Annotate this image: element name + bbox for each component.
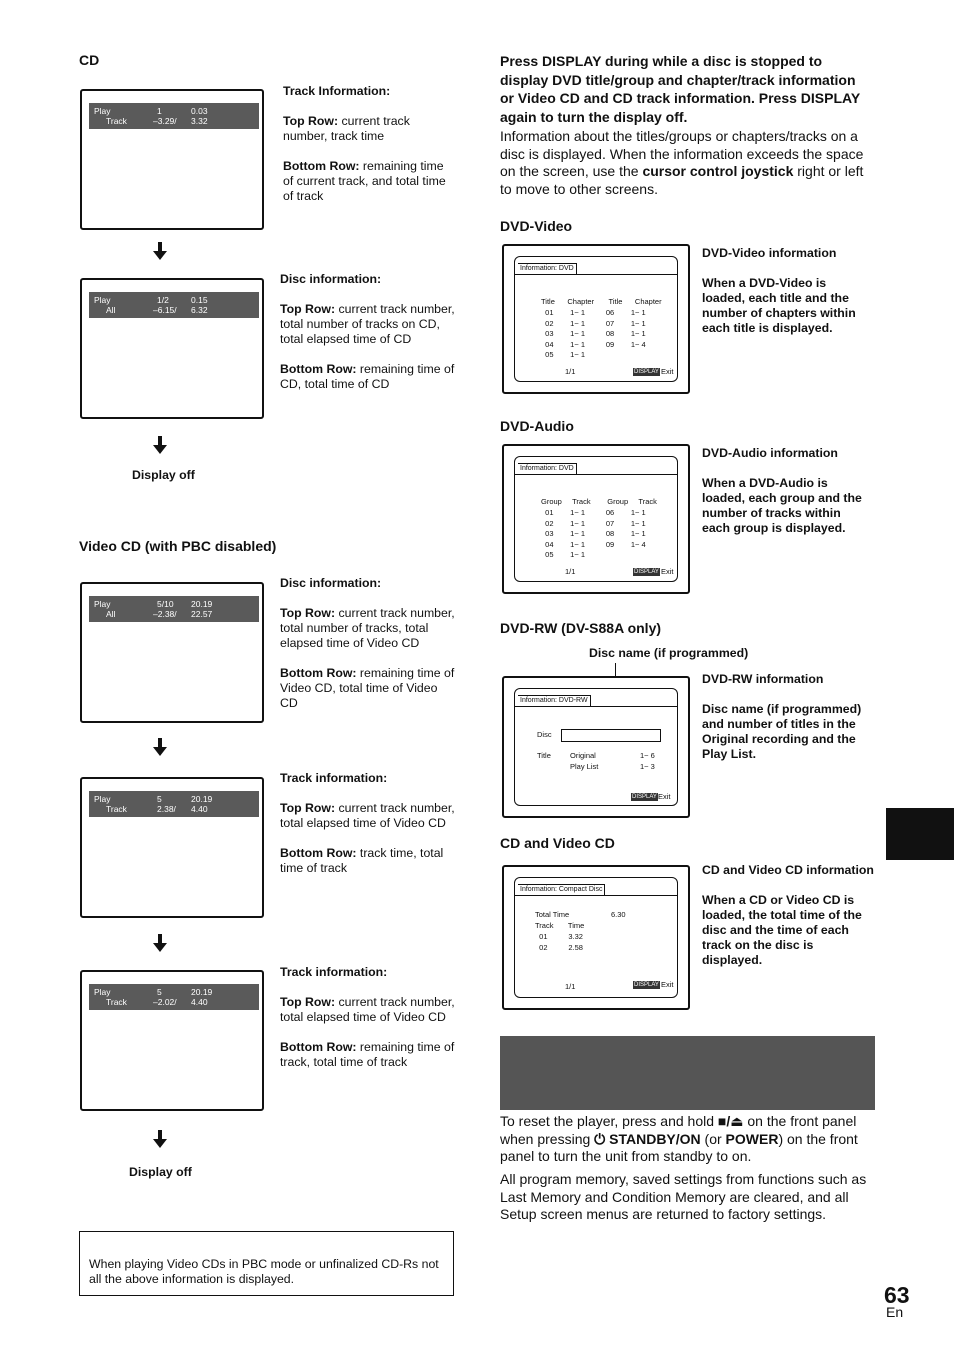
osd-bar: Play 5/10 20.19 All –2.38/ 22.57 [89,596,259,622]
dvd-video-info: DVD-Video information When a DVD-Video is loaded, each title and the number of chapters within each title is displayed. [702,246,856,335]
dvd-video-heading: DVD-Video [500,218,573,234]
reset-section-bar [500,1036,875,1110]
dvd-rw-info: DVD-RW information Disc name (if programmed) and number of titles in the Original recording and the Play List. [702,672,862,761]
display-off-label: Display off [129,1165,192,1179]
intro-instruction: Press DISPLAY during while a disc is stopped to display DVD title/group and chapter/track information or Video CD and CD track information. Press DISPLAY again to turn the display off. [500,53,860,125]
osd-bar: Play 1 0.03 Track –3.29/ 3.32 [89,103,259,129]
vcd-screen-disc [80,582,264,723]
dvd-rw-heading: DVD-RW (DV-S88A only) [500,620,662,636]
note-box [79,1231,454,1296]
display-off-label: Display off [132,468,195,482]
down-arrow-icon [152,738,168,758]
vcd-track-info-label: Track information: Top Row: current track number, total elapsed time of Video CD Bottom Row: track time, total time of track [280,771,455,875]
osd-bar: Play 1/2 0.15 All –6.15/ 6.32 [89,292,259,318]
section-side-tab [886,808,954,860]
page-number: 63 [884,1282,910,1308]
osd-bar: Play 5 20.19 Track –2.02/ 4.40 [89,984,259,1010]
disc-name-callout: Disc name (if programmed) [589,646,749,660]
vcd-disc-info-label: Disc information: Top Row: current track number, total number of tracks, total elapsed time of Video CD Bottom Row: remaining time of Video CD, total time of Video CD [280,576,455,710]
note-text: When playing Video CDs in PBC mode or unfinalized CD-Rs not all the above information is displayed. [89,1257,439,1286]
cd-disc-info-label: Disc information: Top Row: current track number, total number of tracks on CD, total elapsed time of CD Bottom Row: remaining time of CD, total time of CD [280,272,455,391]
cd-vcd-info: CD and Video CD information When a CD or Video CD is loaded, the total time of the disc and the time of each track on the disc is displayed. [702,863,874,967]
cd-screen-track [80,89,264,230]
dvd-video-screen: Information: DVD Title Chapter Title Chapter 01 1~ 1 06 1~ 1 02 1~ 1 07 1~ 1 03 1~ 1 08 1~ 1 04 1~ 1 09 1~ 4 05 1~ 1 1/1 DISPLAY Exit [502,244,690,394]
display-key: DISPLAY [634,982,659,988]
cd-heading: CD [79,52,100,68]
cd-screen-disc [80,278,264,419]
display-key: DISPLAY [634,569,659,575]
reset-memory-text: All program memory, saved settings from functions such as Last Memory and Condition Memory are cleared, and all Setup screen menus are returned to factory settings. [500,1171,867,1222]
disc-name-field [561,729,661,742]
display-key: DISPLAY [632,794,657,800]
display-key: DISPLAY [634,369,659,375]
down-arrow-icon [152,1130,168,1150]
cd-vcd-screen: Information: Compact Disc Total Time 6.30 Track Time 01 3.32 02 2.58 1/1 DISPLAY Exit [502,865,690,1010]
reset-text: To reset the player, press and hold ■/⏏ on the front panel when pressing ⏻ STANDBY/ON (or POWER) on the front panel to turn the unit from standby to on. [500,1113,858,1164]
cd-vcd-heading: CD and Video CD [500,835,615,851]
down-arrow-icon [152,242,168,262]
cd-track-info-label: Track Information: Top Row: current track number, track time Bottom Row: remaining time of current track, and total time of track [283,84,446,203]
vcd-screen-track [80,777,264,918]
osd-bar: Play 5 20.19 Track 2.38/ 4.40 [89,791,259,817]
intro-text: Information about the titles/groups or chapters/tracks on a disc is displayed. When the information exceeds the space on the screen, use the cursor control joystick right or left to move to other screens. [500,128,864,197]
dvd-audio-heading: DVD-Audio [500,418,574,434]
page-language: En [886,1304,904,1320]
dvd-audio-screen: Information: DVD Group Track Group Track 01 1~ 1 06 1~ 1 02 1~ 1 07 1~ 1 03 1~ 1 08 1~ 1 04 1~ 1 09 1~ 4 05 1~ 1 1/1 DISPLAY Exit [502,444,690,594]
dvd-rw-screen: Information: DVD-RW Disc Title Original 1~ 6 Play List 1~ 3 DISPLAY Exit [502,676,690,818]
vcd-track-remaining-label: Track information: Top Row: current track number, total elapsed time of Video CD Bottom Row: remaining time of track, total time of track [280,965,455,1069]
down-arrow-icon [152,436,168,456]
vcd-heading: Video CD (with PBC disabled) [79,538,277,554]
down-arrow-icon [152,934,168,954]
vcd-screen-track-remaining [80,970,264,1111]
dvd-audio-info: DVD-Audio information When a DVD-Audio is loaded, each group and the number of tracks within each group is displayed. [702,446,862,535]
